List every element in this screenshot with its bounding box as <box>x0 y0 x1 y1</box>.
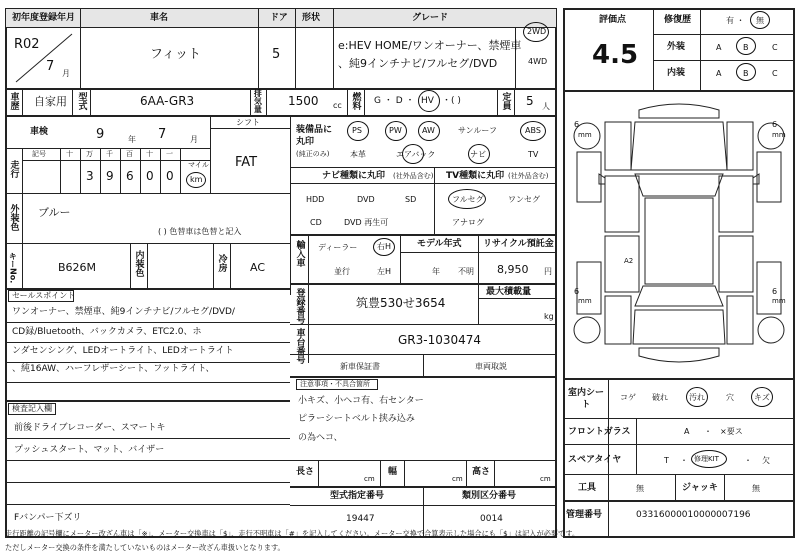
digit-header-4: 百 <box>126 150 133 158</box>
fuel-selected: HV <box>421 96 434 106</box>
notice-label: 注意事項・不具合箇所 <box>300 380 370 388</box>
mileage-label: 走行 <box>8 160 19 178</box>
interior-grade-c: C <box>772 69 778 78</box>
sales-point-line: ンダセンシング、LEDオートライト、LEDオートライト <box>12 346 234 356</box>
model-year-unknown: 不明 <box>458 267 474 276</box>
category-value: 0014 <box>480 514 503 524</box>
door-count: 5 <box>272 47 281 62</box>
seat-option-scratch: キズ <box>754 393 770 402</box>
repair-option-no: 無 <box>756 16 764 25</box>
steering-left: 左H <box>377 267 392 276</box>
equipment-label-1: 装備品に <box>296 125 333 135</box>
digit-header-0: 記号 <box>32 150 46 158</box>
car-name-label: 車名 <box>150 13 169 23</box>
inspector-notes-label: 検査記入欄 <box>12 404 52 413</box>
displacement-label: 排気量 <box>253 89 263 113</box>
tools-label: 工具 <box>578 483 597 493</box>
equipment-abs: ABS <box>525 126 541 135</box>
type-designation-value: 19447 <box>346 514 375 524</box>
exterior-color-label: 外装色 <box>8 204 19 231</box>
height-label: 高さ <box>472 467 491 477</box>
first-reg-label: 初年度登録年月 <box>12 13 76 23</box>
mileage-digit: 9 <box>106 169 114 183</box>
reg-no-value: 筑豊530せ3654 <box>356 296 446 310</box>
chassis-label: 車台番号 <box>294 328 305 364</box>
shaken-month: 7 <box>158 127 167 142</box>
shaken-year: 9 <box>96 127 105 142</box>
drive-4wd: 4WD <box>528 57 548 66</box>
navi-option-cd: CD <box>310 218 322 227</box>
key-label: キーNo. <box>8 252 18 284</box>
shift-label: シフト <box>236 118 260 127</box>
mileage-digit: 3 <box>86 169 94 183</box>
tv-oneseg: ワンセグ <box>508 195 540 204</box>
navi-option-dvd: DVD <box>357 195 375 204</box>
tire-unit: mm <box>772 297 786 305</box>
sales-points-label: セールスポイント <box>12 291 76 300</box>
width-unit: cm <box>452 475 463 483</box>
inspector-note-line: Fバンパー下ズリ <box>14 513 82 523</box>
tire-value-front-right: 6 <box>772 120 778 129</box>
import-label: 輸入車 <box>294 240 305 267</box>
spare-t: T <box>664 456 669 465</box>
navi-option-sd: SD <box>405 195 417 204</box>
jack-value: 無 <box>752 484 760 493</box>
mileage-digit: 6 <box>126 169 134 183</box>
sales-point-line: ワンオーナー、禁煙車、純9インチナビ/フルセグ/DVD/ <box>12 307 235 317</box>
exterior-color-value: ブルー <box>38 206 71 219</box>
repair-label: 修復歴 <box>664 15 692 25</box>
model-year-label: モデル年式 <box>417 239 462 249</box>
exterior-grade-label: 外装 <box>667 42 686 52</box>
digit-header-2: 万 <box>86 150 93 158</box>
windshield-replace: ×要ス <box>720 427 743 436</box>
seat-option-tear: 破れ <box>652 393 668 402</box>
jack-label: ジャッキ <box>682 483 718 493</box>
tire-unit: mm <box>578 131 592 139</box>
repair-option-yes: 有 ・ <box>726 16 745 25</box>
tire-value-rear-left: 6 <box>574 287 580 296</box>
spare-dot-2: ・ <box>744 456 752 465</box>
shaken-month-unit: 月 <box>190 135 198 144</box>
recycle-value: 8,950 <box>497 263 529 276</box>
notice-line: 小キズ、小ヘコ有、右センター <box>298 396 424 406</box>
import-parallel: 並行 <box>334 267 350 276</box>
mileage-digit: 0 <box>146 169 154 183</box>
first-reg-month: 7 <box>46 59 55 74</box>
usage-label: 車歴 <box>8 92 19 110</box>
fuel-options: G ・ D ・ <box>374 96 415 106</box>
grade-line-1: e:HEV HOME/ワンオーナー、禁煙車 <box>338 39 522 52</box>
score-label: 評価点 <box>599 15 627 25</box>
mile-label: マイル <box>188 161 209 169</box>
max-load-label: 最大積載量 <box>486 287 532 297</box>
equipment-label-2: 丸印 <box>296 137 315 147</box>
inspector-note-line: 前後ドライブレコーダー、スマートキ <box>14 423 166 433</box>
shaken-year-unit: 年 <box>128 135 136 144</box>
inspector-note-line: プッシュスタート、マット、バイザー <box>14 445 165 455</box>
shift-value: FAT <box>235 155 258 170</box>
equipment-pw: PW <box>389 126 402 135</box>
grade-label: グレード <box>412 13 449 23</box>
km-label: km <box>190 175 203 184</box>
spare-tire-label: スペアタイヤ <box>568 455 622 465</box>
spare-repair-kit: 修理KIT <box>694 455 719 463</box>
mileage-digit: 0 <box>166 169 174 183</box>
tools-value: 無 <box>636 484 644 493</box>
shaken-label: 車検 <box>30 127 49 137</box>
management-label: 管理番号 <box>566 510 603 520</box>
displacement-value: 1500 <box>288 94 319 108</box>
navi-option-dvd-play: DVD 再生可 <box>344 218 389 227</box>
navi-option-hdd: HDD <box>306 195 325 204</box>
windshield-a: A <box>684 427 690 436</box>
import-dealer: ディーラー <box>318 243 358 252</box>
equipment-leather: 本革 <box>350 150 366 159</box>
equipment-sunroof: サンルーフ <box>458 126 497 135</box>
capacity-value: 5 <box>526 94 534 108</box>
tire-unit: mm <box>578 297 592 305</box>
model-year-year: 年 <box>432 267 440 276</box>
car-damage-diagram <box>565 92 793 378</box>
shape-label: 形状 <box>302 13 321 23</box>
category-label: 類別区分番号 <box>462 491 517 501</box>
spare-missing: 欠 <box>762 456 770 465</box>
door-label: ドア <box>270 13 288 23</box>
drive-2wd: 2WD <box>527 27 547 36</box>
seat-option-hole: 穴 <box>726 393 734 402</box>
new-warranty: 新車保証書 <box>340 362 380 371</box>
tire-unit: mm <box>772 131 786 139</box>
recycle-label: リサイクル預託金 <box>483 239 554 249</box>
navi-types-note: (社外品含む) <box>393 172 434 180</box>
tv-analog: アナログ <box>452 218 484 227</box>
equipment-ps: PS <box>352 126 362 135</box>
fuel-other: ・( ) <box>442 96 461 106</box>
tv-types-note: (社外品含む) <box>508 172 549 180</box>
length-label: 長さ <box>296 467 315 477</box>
width-label: 幅 <box>388 467 398 477</box>
notice-line: の為ヘコ、 <box>298 433 343 443</box>
notice-line: ピラーシートベルト挟み込み <box>298 414 415 424</box>
model-code: 6AA-GR3 <box>140 94 195 108</box>
sales-point-line: CD録/Bluetooth、バックカメラ、ETC2.0、ホ <box>12 327 202 337</box>
max-load-unit: kg <box>544 312 554 321</box>
capacity-label: 定員 <box>500 92 511 110</box>
cc-unit: cc <box>333 101 342 110</box>
color-change-note: ( ) 色替車は色替と記入 <box>158 227 242 236</box>
spare-dot-1: ・ <box>680 456 688 465</box>
length-unit: cm <box>364 475 375 483</box>
navi-types-label: ナビ種類に丸印 <box>322 171 386 181</box>
type-designation-label: 型式指定番号 <box>330 491 385 501</box>
damage-mark: A2 <box>624 257 634 265</box>
sales-point-line: 、純16AW、ハーフレザーシート、フットライト、 <box>12 364 215 374</box>
seat-label: 室内シート <box>568 388 605 410</box>
windshield-label: フロントガラス <box>568 427 631 437</box>
usage-value: 自家用 <box>34 95 67 108</box>
digit-header-6: 一 <box>166 150 173 158</box>
seat-option-dirt: 汚れ <box>689 393 705 402</box>
exterior-grade-c: C <box>772 43 778 52</box>
grade-line-2: 、純9インチナビ/フルセグ/DVD <box>338 57 498 70</box>
model-label: 型式 <box>76 92 87 110</box>
score-value: 4.5 <box>592 40 639 70</box>
first-reg-era: R02 <box>14 37 40 52</box>
equipment-tv: TV <box>528 150 539 159</box>
equipment-label-3: (純正のみ) <box>296 150 330 158</box>
exterior-grade-b: B <box>743 43 749 52</box>
tv-fullseg: フルセグ <box>452 195 484 204</box>
steering-right: 右H <box>377 242 392 251</box>
manual: 車両取説 <box>475 362 507 371</box>
windshield-dot: ・ <box>704 427 712 436</box>
footer-line-2: ただしメーター交換の条件を満たしていないものはメーター改ざん車扱いとなります。 <box>5 543 285 552</box>
exterior-grade-a: A <box>716 43 722 52</box>
equipment-airbag: エアバック <box>396 150 436 159</box>
equipment-aw: AW <box>422 126 435 135</box>
height-unit: cm <box>540 475 551 483</box>
chassis-value: GR3-1030474 <box>398 333 482 347</box>
management-value: 03316000010000007196 <box>636 510 751 520</box>
digit-header-5: 十 <box>146 150 153 158</box>
tv-types-label: TV種類に丸印 <box>446 171 505 181</box>
digit-header-1: 十 <box>66 150 73 158</box>
reg-no-label: 登録番号 <box>294 288 305 324</box>
fuel-label: 燃料 <box>350 92 361 110</box>
equipment-navi: ナビ <box>470 150 486 159</box>
capacity-unit: 人 <box>542 102 550 111</box>
interior-grade-a: A <box>716 69 722 78</box>
first-reg-month-unit: 月 <box>62 69 70 78</box>
interior-grade-b: B <box>743 69 749 78</box>
recycle-yen: 円 <box>544 267 552 276</box>
tire-value-rear-right: 6 <box>772 287 778 296</box>
interior-color-label: 内装色 <box>133 250 144 277</box>
ac-value: AC <box>250 261 266 274</box>
interior-grade-label: 内装 <box>667 68 686 78</box>
tire-value-front-left: 6 <box>574 120 580 129</box>
seat-option-burn: コゲ <box>620 393 636 402</box>
ac-label: 冷房 <box>216 254 227 272</box>
footer-line-1: 走行距離の記号欄にメーター改ざん車は「※」、メーター交換車は「$」、走行不明車は「#」を記入してください。メーター交換で合算表示した場合にも「$」は記入が必要です。 <box>5 529 580 538</box>
car-name: フィット <box>150 47 201 62</box>
digit-header-3: 千 <box>106 150 113 158</box>
key-value: B626M <box>58 261 97 274</box>
